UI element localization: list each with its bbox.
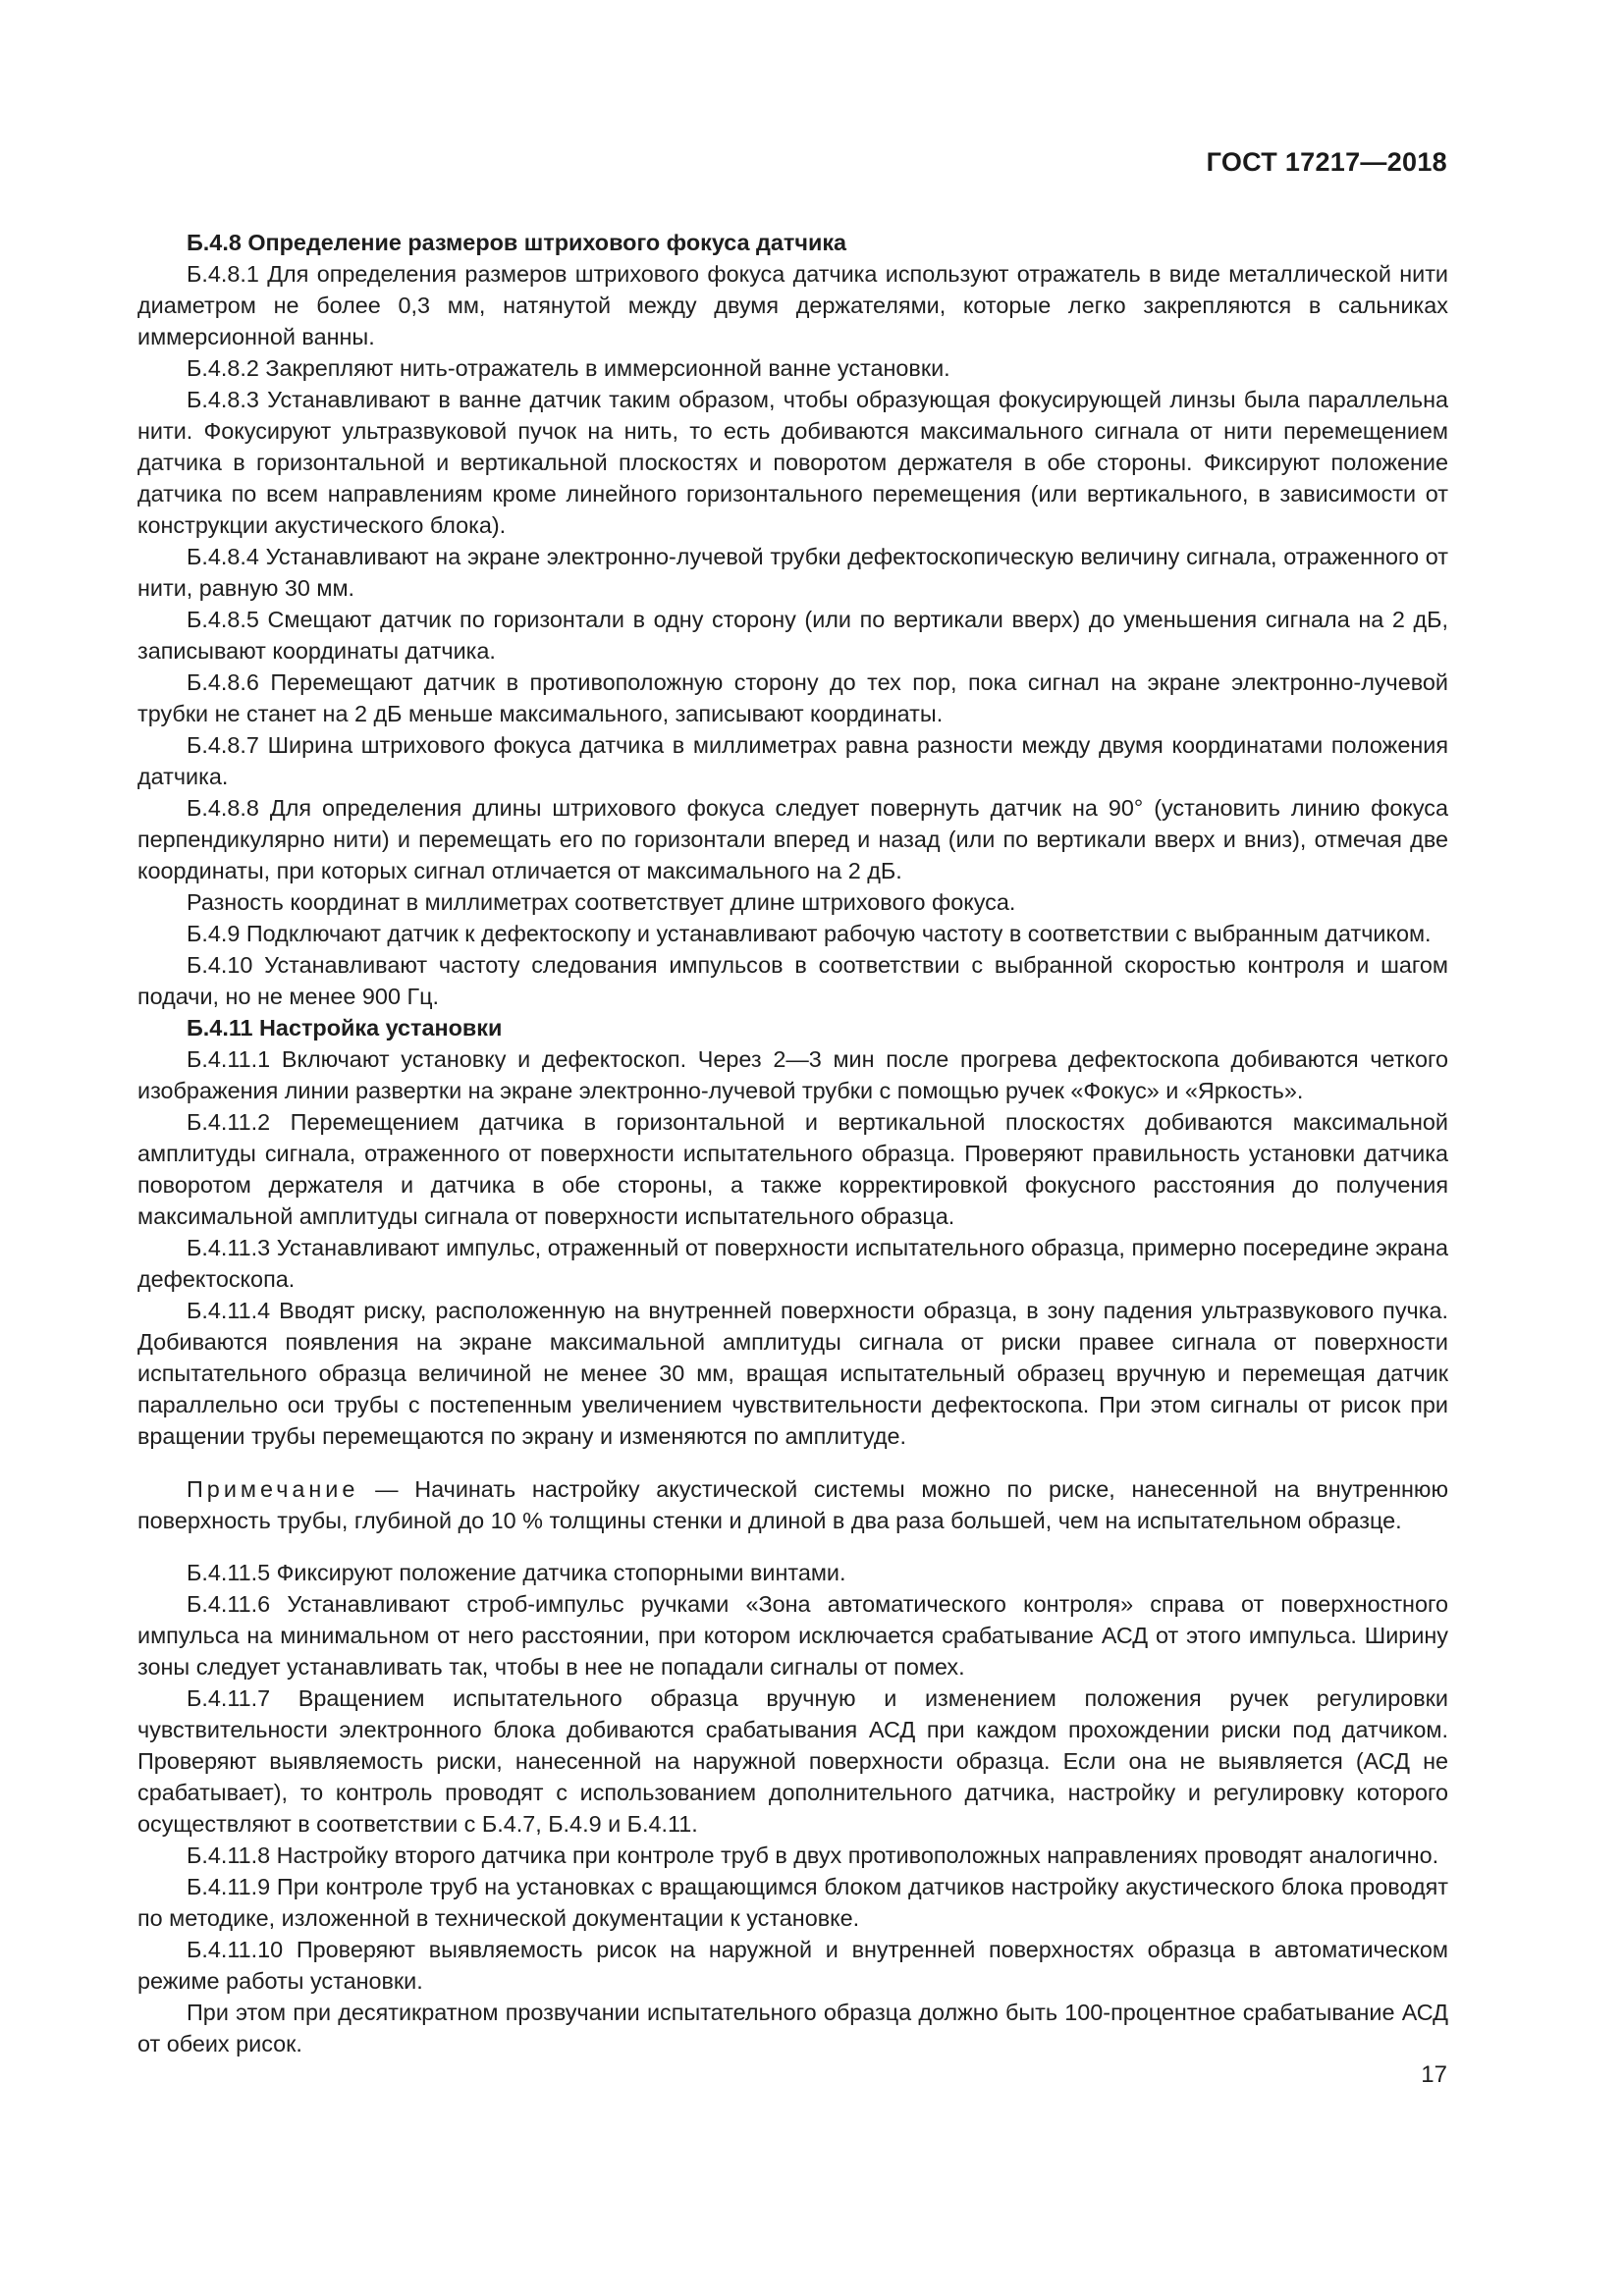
paragraph: Б.4.8.3 Устанавливают в ванне датчик таким образом, чтобы образующая фокусирующей линзы была параллельна нити. Фокусируют ультразвуковой пучок на нить, то есть добиваются максимального сигнала от нити перемещением датчика в горизонтальной и вертикальной плоскостях и поворотом держателя в обе стороны. Фиксируют положение датчика по всем направлениям кроме линейного горизонтального перемещения (или вертикального, в зависимости от конструкции акустического блока). <box>137 387 1448 538</box>
paragraph: Б.4.11.7 Вращением испытательного образца вручную и изменением положения ручек регулировки чувствительности электронного блока добиваются срабатывания АСД при каждом прохождении риски под датчиком. Проверяют выявляемость риски, нанесенной на наружной поверхности образца. Если она не выявляется (АСД не срабатывает), то контроль проводят с использованием дополнительного датчика, настройку и регулировку которого осуществляют в соответствии с Б.4.7, Б.4.9 и Б.4.11. <box>137 1685 1448 1837</box>
paragraph: Б.4.8.1 Для определения размеров штрихового фокуса датчика используют отражатель в виде металлической нити диаметром не более 0,3 мм, натянутой между двумя держателями, которые легко закрепляются в сальниках иммерсионной ванны. <box>137 261 1448 349</box>
paragraph: Б.4.8.5 Смещают датчик по горизонтали в одну сторону (или по вертикали вверх) до уменьшения сигнала на 2 дБ, записывают координаты датчика. <box>137 607 1448 664</box>
section-heading-b411: Б.4.11 Настройка установки <box>187 1015 503 1041</box>
note-text: — Начинать настройку акустической системы можно по риске, нанесенной на внутреннюю поверхность трубы, глубиной до 10 % толщины стенки и длиной в два раза большей, чем на испытательном образце. <box>137 1476 1448 1533</box>
paragraph: Б.4.8.8 Для определения длины штрихового фокуса следует повернуть датчик на 90° (установить линию фокуса перпендикулярно нити) и перемещать его по горизонтали вперед и назад (или по вертикали вверх и вниз), отмечая две координаты, при которых сигнал отличается от максимального на 2 дБ. <box>137 795 1448 883</box>
paragraph: Б.4.10 Устанавливают частоту следования импульсов в соответствии с выбранной скоростью контроля и шагом подачи, но не менее 900 Гц. <box>137 952 1448 1009</box>
paragraph: Б.4.11.2 Перемещением датчика в горизонтальной и вертикальной плоскостях добиваются максимальной амплитуды сигнала, отраженного от поверхности испытательного образца. Проверяют правильность установки датчика поворотом держателя и датчика в обе стороны, а также корректировкой фокусного расстояния до получения максимальной амплитуды сигнала от поверхности испытательного образца. <box>137 1109 1448 1229</box>
paragraph: При этом при десятикратном прозвучании испытательного образца должно быть 100-процентное срабатывание АСД от обеих рисок. <box>137 2000 1448 2056</box>
paragraph: Б.4.9 Подключают датчик к дефектоскопу и устанавливают рабочую частоту в соответствии с выбранным датчиком. <box>187 921 1432 946</box>
note-label: Примечание <box>187 1476 359 1502</box>
paragraph: Б.4.11.9 При контроле труб на установках с вращающимся блоком датчиков настройку акустического блока проводят по методике, изложенной в технической документации к установке. <box>137 1874 1448 1931</box>
paragraph: Б.4.11.6 Устанавливают строб-импульс ручками «Зона автоматического контроля» справа от поверхностного импульса на минимальном от него расстоянии, при котором исключается срабатывание АСД от этого импульса. Ширину зоны следует устанавливать так, чтобы в нее не попадали сигналы от помех. <box>137 1591 1448 1680</box>
paragraph: Б.4.8.6 Перемещают датчик в противоположную сторону до тех пор, пока сигнал на экране электронно-лучевой трубки не станет на 2 дБ меньше максимального, записывают координаты. <box>137 669 1448 726</box>
page-number: 17 <box>1421 2061 1447 2088</box>
document-body <box>137 227 1448 2059</box>
paragraph: Б.4.11.10 Проверяют выявляемость рисок на наружной и внутренней поверхностях образца в автоматическом режиме работы установки. <box>137 1937 1448 1994</box>
paragraph: Б.4.11.1 Включают установку и дефектоскоп. Через 2—3 мин после прогрева дефектоскопа добиваются четкого изображения линии развертки на экране электронно-лучевой трубки с помощью ручек «Фокус» и «Яркость». <box>137 1046 1448 1103</box>
note <box>137 1473 1448 1536</box>
paragraph: Б.4.11.5 Фиксируют положение датчика стопорными винтами. <box>187 1560 846 1585</box>
section-heading-b48: Б.4.8 Определение размеров штрихового фокуса датчика <box>187 230 847 255</box>
document-header: ГОСТ 17217—2018 <box>1206 147 1447 177</box>
paragraph: Разность координат в миллиметрах соответствует длине штрихового фокуса. <box>187 889 1016 915</box>
paragraph: Б.4.11.8 Настройку второго датчика при контроле труб в двух противоположных направлениях проводят аналогично. <box>187 1842 1439 1868</box>
paragraph: Б.4.8.7 Ширина штрихового фокуса датчика в миллиметрах равна разности между двумя координатами положения датчика. <box>137 732 1448 789</box>
paragraph: Б.4.11.4 Вводят риску, расположенную на внутренней поверхности образца, в зону падения ультразвукового пучка. Добиваются появления на экране максимальной амплитуды сигнала от риски правее сигнала от поверхности испытательного образца величиной не менее 30 мм, вращая испытательный образец вручную и перемещая датчик параллельно оси трубы с постепенным увеличением чувствительности дефектоскопа. При этом сигналы от рисок при вращении трубы перемещаются по экрану и изменяются по амплитуде. <box>137 1298 1448 1449</box>
paragraph: Б.4.8.4 Устанавливают на экране электронно-лучевой трубки дефектоскопическую величину сигнала, отраженного от нити, равную 30 мм. <box>137 544 1448 601</box>
paragraph: Б.4.8.2 Закрепляют нить-отражатель в иммерсионной ванне установки. <box>187 355 950 381</box>
paragraph: Б.4.11.3 Устанавливают импульс, отраженный от поверхности испытательного образца, примерно посередине экрана дефектоскопа. <box>137 1235 1448 1292</box>
